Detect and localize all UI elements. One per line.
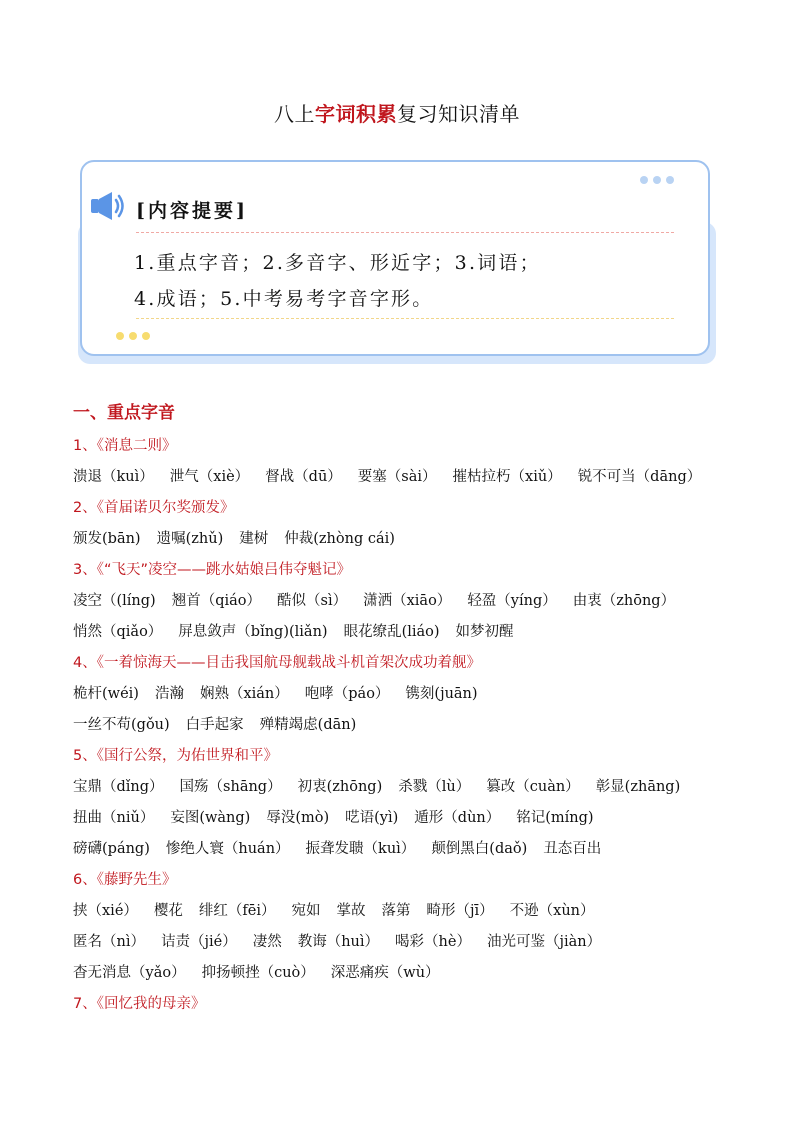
word-item: 建树 [239,531,269,547]
decor-dots-top [640,176,674,184]
word-item: 宛如 [291,903,321,919]
section-title: 一、重点字音 [73,403,175,423]
word-item: 凌空（(líng) [73,593,156,609]
word-row [73,465,701,486]
word-item: 辱没(mò) [266,810,330,826]
word-item: 匿名（nì） [73,934,145,950]
lesson-title: 4、《一着惊海天——目击我国航母舰载战斗机首架次成功着舰》 [73,655,481,671]
divider-yellow [136,318,674,319]
word-item: 咆哮（páo） [304,686,390,702]
word-item: 掌故 [336,903,366,919]
lesson-title: 1、《消息二则》 [73,438,177,454]
word-row [73,682,478,703]
word-item: 督战（dū） [265,469,342,485]
divider-red [136,232,674,233]
summary-line-1: 1.重点字音；2.多音字、形近字；3.词语； [134,252,541,274]
word-item: 丑态百出 [543,841,602,857]
word-item: 潇洒（xiāo） [363,593,452,609]
word-item: 扭曲（niǔ） [73,810,155,826]
summary-card [80,160,710,356]
word-item: 宝鼎（dǐng） [73,779,164,795]
word-item: 摧枯拉朽（xiǔ） [452,469,562,485]
word-item: 锐不可当（dāng） [577,469,702,485]
lesson-title: 7、《回忆我的母亲》 [73,996,206,1012]
word-item: 颠倒黑白(daǒ) [431,841,528,857]
word-item: 彰显(zhāng) [595,779,681,795]
word-item: 凄然 [252,934,282,950]
word-item: 桅杆(wéi) [73,686,139,702]
word-item: 喝彩（hè） [395,934,471,950]
word-item: 如梦初醒 [455,624,514,640]
word-item: 诘责（jié） [160,934,237,950]
word-row [73,620,514,641]
lesson-title: 3、《“飞天”凌空——跳水姑娘吕伟夺魁记》 [73,562,351,578]
word-item: 仲裁(zhòng cái) [284,531,395,547]
word-item: 绯红（fēi） [198,903,276,919]
word-item: 殚精竭虑(dān) [259,717,357,733]
word-item: 初衷(zhōng) [297,779,383,795]
word-item: 眼花缭乱(liáo) [343,624,440,640]
title-highlight: 字词积累 [315,102,397,126]
word-item: 屏息敛声（bǐng)(liǎn) [178,624,328,640]
word-item: 娴熟（xián） [199,686,289,702]
word-row [73,837,601,858]
word-item: 酷似（sì） [277,593,348,609]
word-item: 落第 [381,903,411,919]
word-item: 铭记(míng) [516,810,594,826]
word-item: 油光可鉴（jiàn） [486,934,602,950]
summary-line-2: 4.成语；5.中考易考字音字形。 [134,288,434,310]
word-item: 溃退（kuì） [73,469,154,485]
word-item: 一丝不苟(gǒu) [73,717,170,733]
word-item: 要塞（sài） [357,469,437,485]
word-item: 悄然（qiǎo） [73,624,163,640]
word-item: 教诲（huì） [297,934,380,950]
word-item: 呓语(yì) [345,810,399,826]
word-item: 由衷（zhōng） [572,593,676,609]
word-row [73,899,595,920]
word-item: 深恶痛疾（wù） [330,965,440,981]
word-item: 不逊（xùn） [509,903,595,919]
word-item: 遁形（dùn） [414,810,501,826]
word-item: 妄图(wàng) [170,810,251,826]
word-item: 篡改（cuàn） [486,779,580,795]
lesson-title: 5、《国行公祭，为佑世界和平》 [73,748,278,764]
word-row [73,589,675,610]
decor-dots-bottom [116,332,150,340]
word-item: 翘首（qiáo） [171,593,262,609]
word-item: 惨绝人寰（huán） [165,841,290,857]
word-item: 挟（xié） [73,903,138,919]
summary-heading: [内容提要] [136,200,248,222]
word-row [73,930,601,951]
lesson-title: 6、《藤野先生》 [73,872,177,888]
word-row [73,527,395,548]
word-item: 畸形（jī） [426,903,494,919]
word-item: 磅礴(páng) [73,841,150,857]
lesson-title: 2、《首届诺贝尔奖颁发》 [73,500,235,516]
word-item: 振聋发聩（kuì） [305,841,416,857]
word-item: 杳无消息（yǎo） [73,965,186,981]
word-item: 颁发(bān) [73,531,141,547]
word-item: 樱花 [153,903,183,919]
word-item: 国殇（shāng） [179,779,282,795]
word-item: 镌刻(juān) [405,686,478,702]
megaphone-icon [88,188,128,224]
word-item: 遗嘱(zhǔ) [156,531,224,547]
page-title: 八上字词积累复习知识清单 [274,102,520,126]
word-item: 浩瀚 [154,686,184,702]
word-item: 轻盈（yíng） [467,593,557,609]
word-row [73,713,356,734]
word-row [73,775,680,796]
word-item: 白手起家 [185,717,244,733]
word-item: 抑扬顿挫（cuò） [201,965,315,981]
word-item: 泄气（xiè） [169,469,250,485]
word-row [73,961,440,982]
word-item: 杀戮（lù） [398,779,471,795]
word-row [73,806,594,827]
